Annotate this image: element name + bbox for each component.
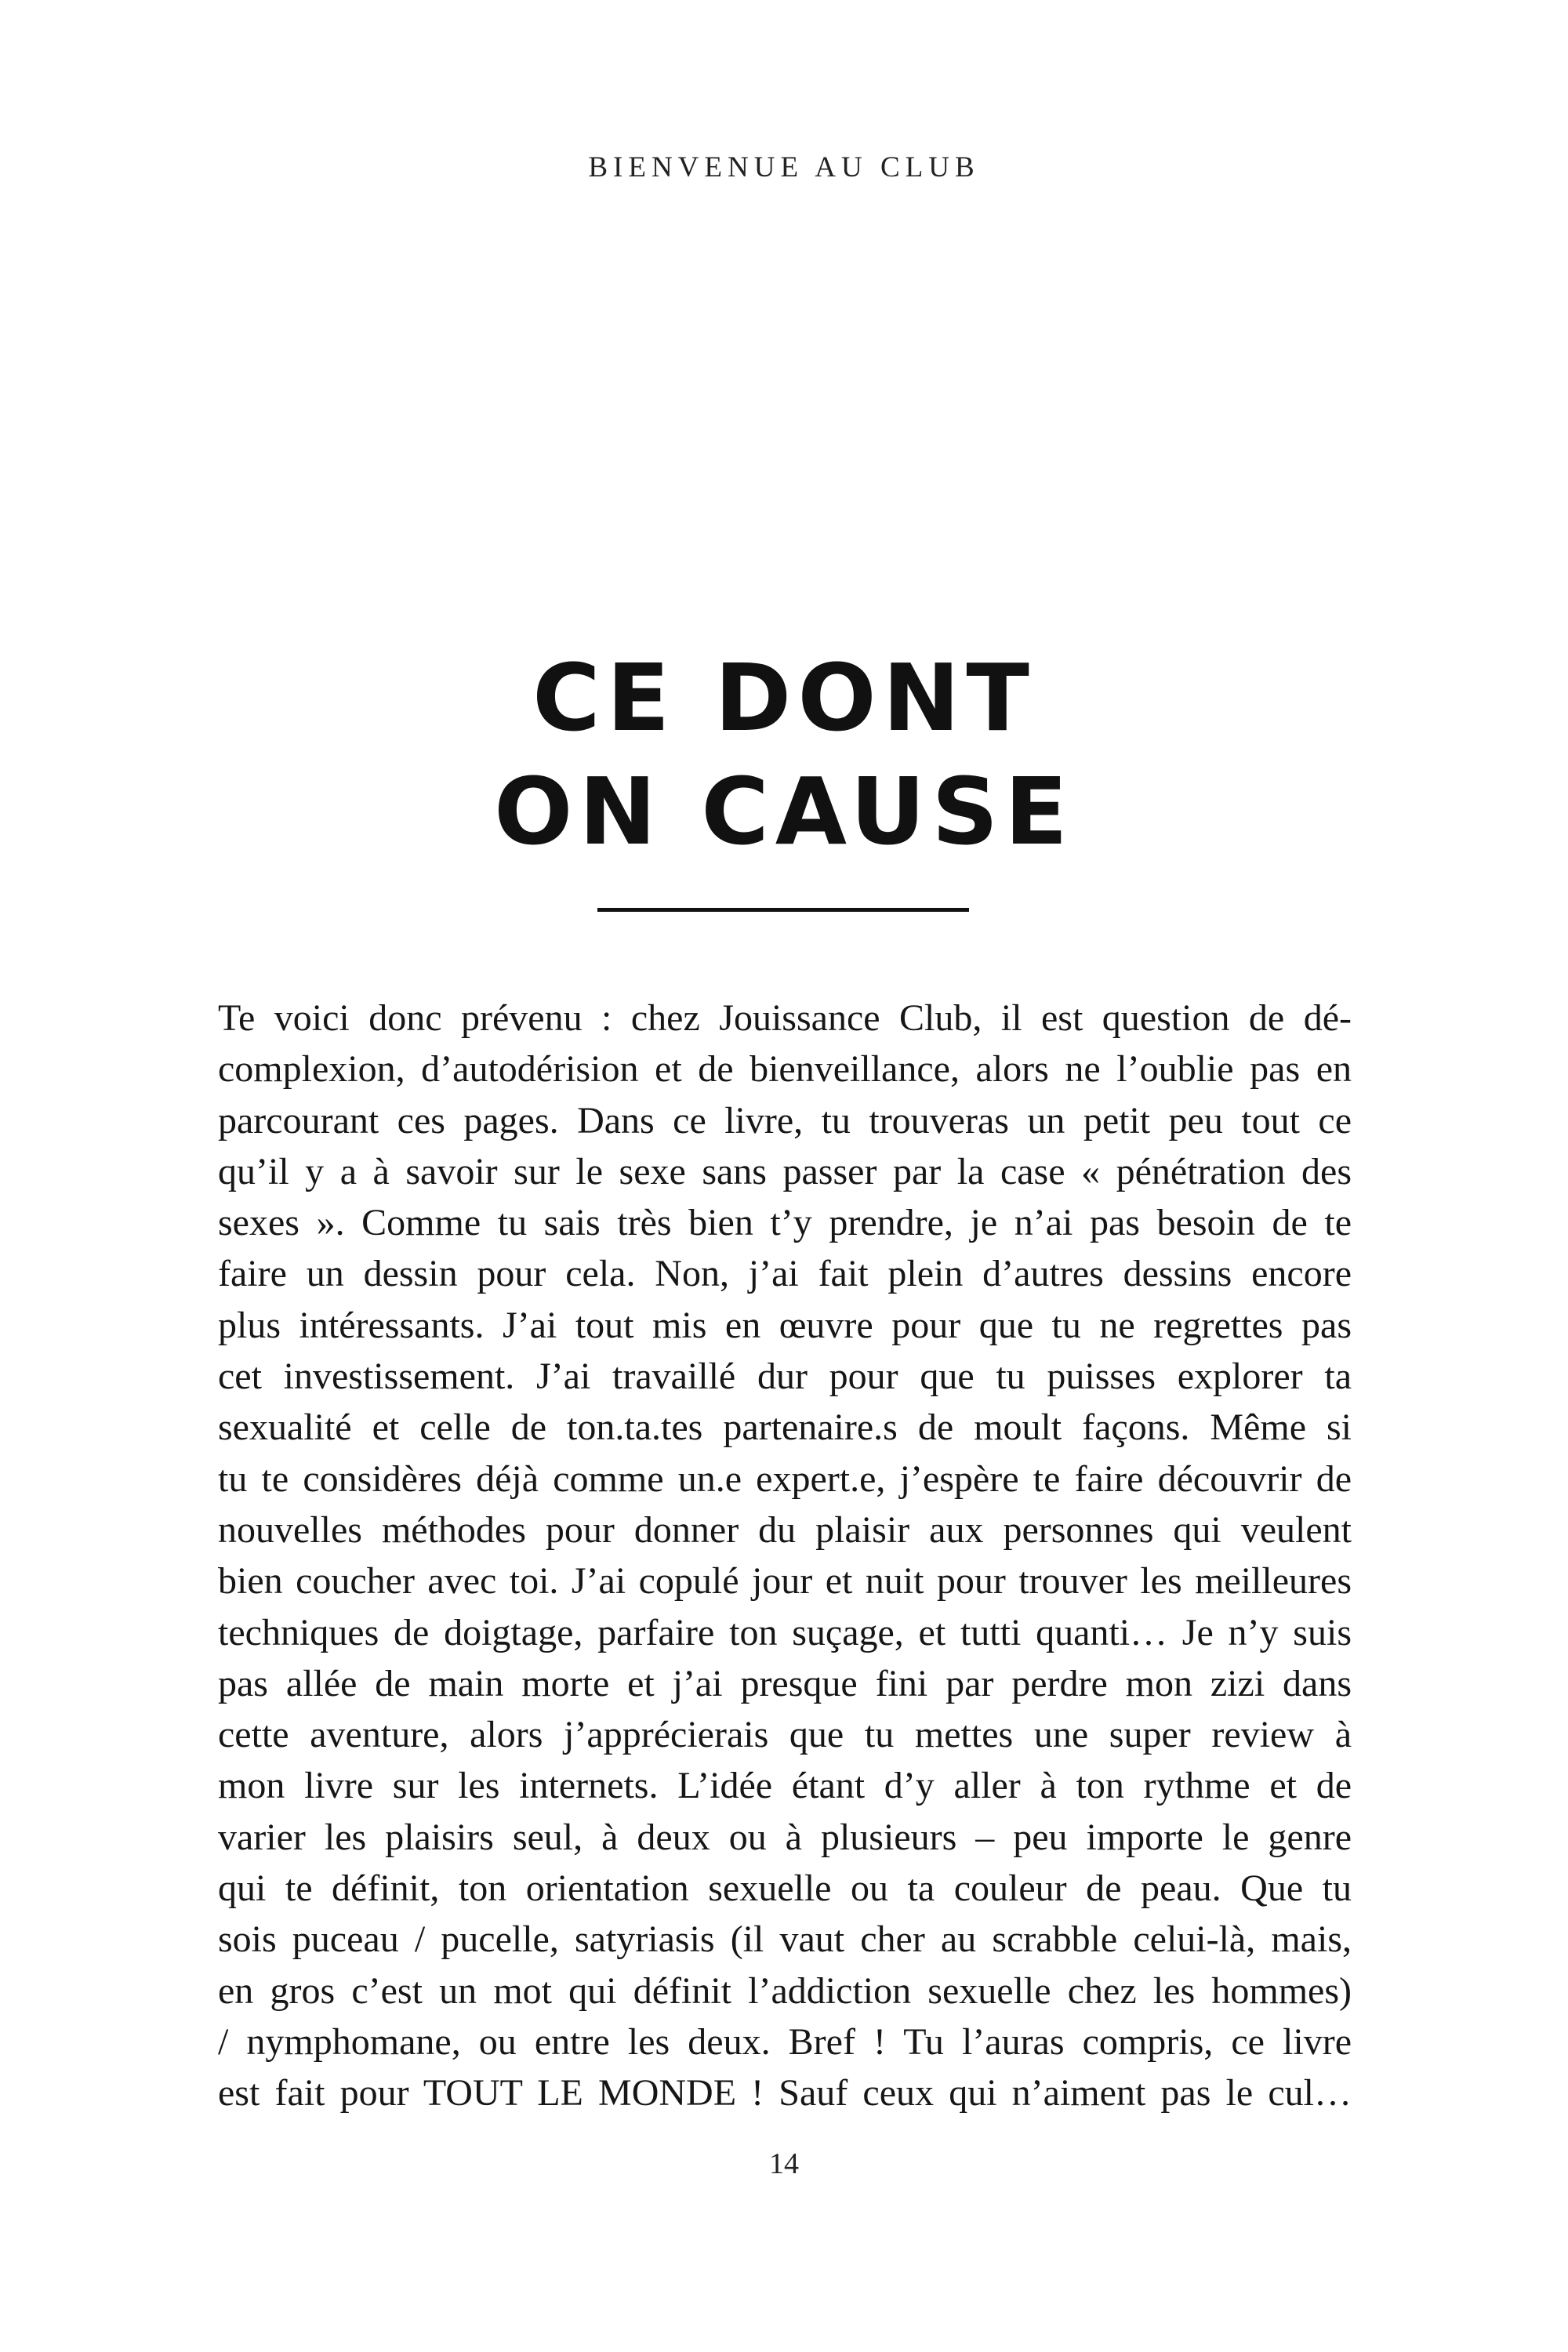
running-header: BIENVENUE AU CLUB xyxy=(588,151,980,183)
body-line: qui te définit, ton orientation sexuelle ou ta couleur de peau. Que tu xyxy=(218,1867,1352,1910)
page-number: 14 xyxy=(769,2147,799,2180)
chapter-title xyxy=(0,641,1568,869)
title-divider-rule xyxy=(597,908,969,912)
body-line: varier les plaisirs seul, à deux ou à plusieurs – peu importe le genre xyxy=(218,1816,1352,1858)
body-line: est fait pour TOUT LE MONDE ! Sauf ceux qui n’aiment pas le cul… xyxy=(218,2072,1352,2114)
chapter-title-line-2: ON CAUSE xyxy=(494,757,1074,866)
body-line: parcourant ces pages. Dans ce livre, tu trouveras un petit peu tout ce xyxy=(218,1099,1352,1142)
body-line: sexualité et celle de ton.ta.tes partenaire.s de moult façons. Même si xyxy=(218,1406,1352,1449)
body-paragraph xyxy=(218,993,1352,2119)
body-line: sois puceau / pucelle, satyriasis (il vaut cher au scrabble celui-là, mais, xyxy=(218,1918,1352,1961)
body-line: qu’il y a à savoir sur le sexe sans passer par la case « pénétration des xyxy=(218,1150,1352,1192)
body-line: Te voici donc prévenu : chez Jouissance Club, il est question de dé- xyxy=(218,997,1352,1039)
body-line: pas allée de main morte et j’ai presque fini par perdre mon zizi dans xyxy=(218,1662,1352,1704)
body-line: sexes ». Comme tu sais très bien t’y prendre, je n’ai pas besoin de te xyxy=(218,1202,1352,1244)
body-line: cette aventure, alors j’apprécierais que tu mettes une super review à xyxy=(218,1714,1352,1756)
body-line: complexion, d’autodérision et de bienveillance, alors ne l’oublie pas en xyxy=(218,1048,1352,1091)
body-line: bien coucher avec toi. J’ai copulé jour et nuit pour trouver les meilleures xyxy=(218,1560,1352,1602)
body-line: plus intéressants. J’ai tout mis en œuvre pour que tu ne regrettes pas xyxy=(218,1304,1352,1346)
body-line: en gros c’est un mot qui définit l’addiction sexuelle chez les hommes) xyxy=(218,1969,1352,2012)
body-line: faire un dessin pour cela. Non, j’ai fait plein d’autres dessins encore xyxy=(218,1253,1352,1295)
body-line: techniques de doigtage, parfaire ton suçage, et tutti quanti… Je n’y suis xyxy=(218,1611,1352,1653)
body-line: cet investissement. J’ai travaillé dur pour que tu puisses explorer ta xyxy=(218,1356,1352,1398)
body-line: mon livre sur les internets. L’idée étant d’y aller à ton rythme et de xyxy=(218,1765,1352,1807)
chapter-title-line-1: CE DONT xyxy=(532,644,1036,752)
body-line: tu te considères déjà comme un.e expert.e, j’espère te faire découvrir de xyxy=(218,1457,1352,1500)
body-line: / nymphomane, ou entre les deux. Bref ! Tu l’auras compris, ce livre xyxy=(218,2020,1352,2063)
body-line: nouvelles méthodes pour donner du plaisir aux personnes qui veulent xyxy=(218,1508,1352,1551)
